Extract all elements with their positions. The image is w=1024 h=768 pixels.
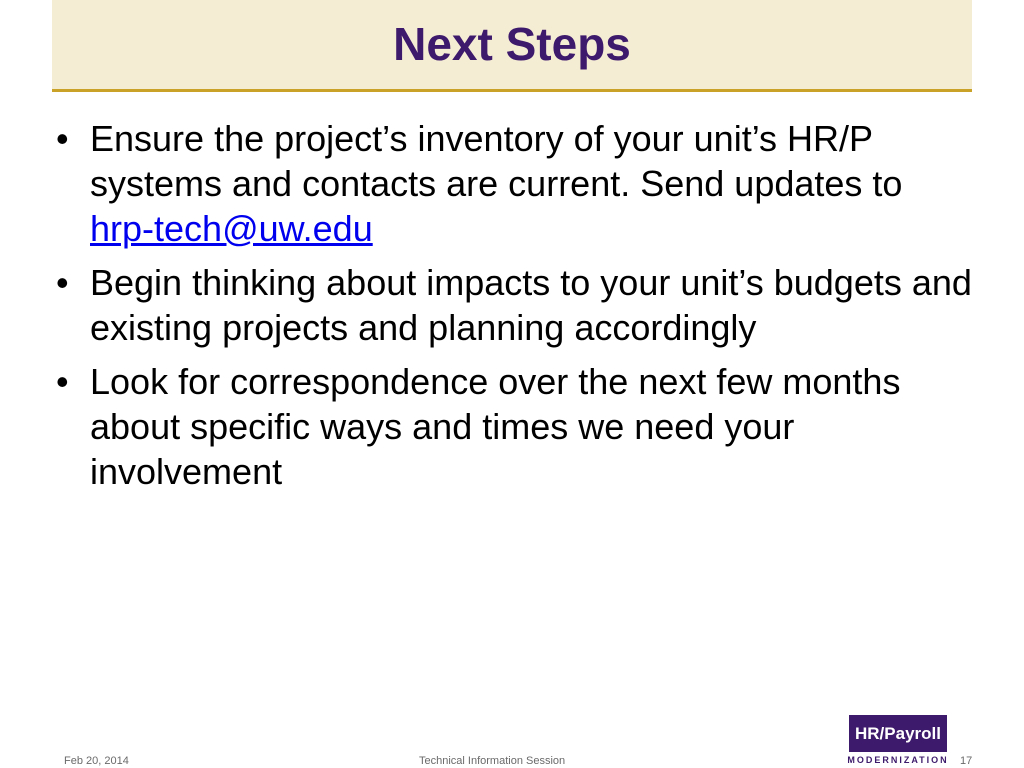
- bullet-2-text: Begin thinking about impacts to your unit’s budgets and existing projects and planning accordingly: [90, 262, 972, 348]
- bullet-item-2: [52, 260, 972, 350]
- bullet-3-text: Look for correspondence over the next few months about specific ways and times we need your involvement: [90, 361, 901, 492]
- bullet-item-3: [52, 359, 972, 494]
- email-link[interactable]: hrp-tech@uw.edu: [90, 208, 373, 249]
- bullet-item-1: [52, 116, 972, 251]
- bullet-icon: •: [56, 262, 69, 303]
- footer-date: Feb 20, 2014: [64, 755, 129, 767]
- title-divider: [52, 89, 972, 92]
- slide-title: Next Steps: [393, 18, 631, 70]
- page-number: 17: [960, 755, 973, 767]
- bullet-list: [52, 116, 972, 503]
- bullet-1-text: Ensure the project’s inventory of your unit’s HR/P systems and contacts are current. Send updates to: [90, 118, 903, 204]
- bullet-icon: •: [56, 118, 69, 159]
- logo-wordmark: HR/Payroll: [849, 715, 947, 752]
- footer-title: Technical Information Session: [419, 755, 566, 767]
- hr-payroll-logo: [846, 715, 950, 768]
- logo-subtitle: MODERNIZATION: [847, 755, 949, 765]
- bullet-icon: •: [56, 361, 69, 402]
